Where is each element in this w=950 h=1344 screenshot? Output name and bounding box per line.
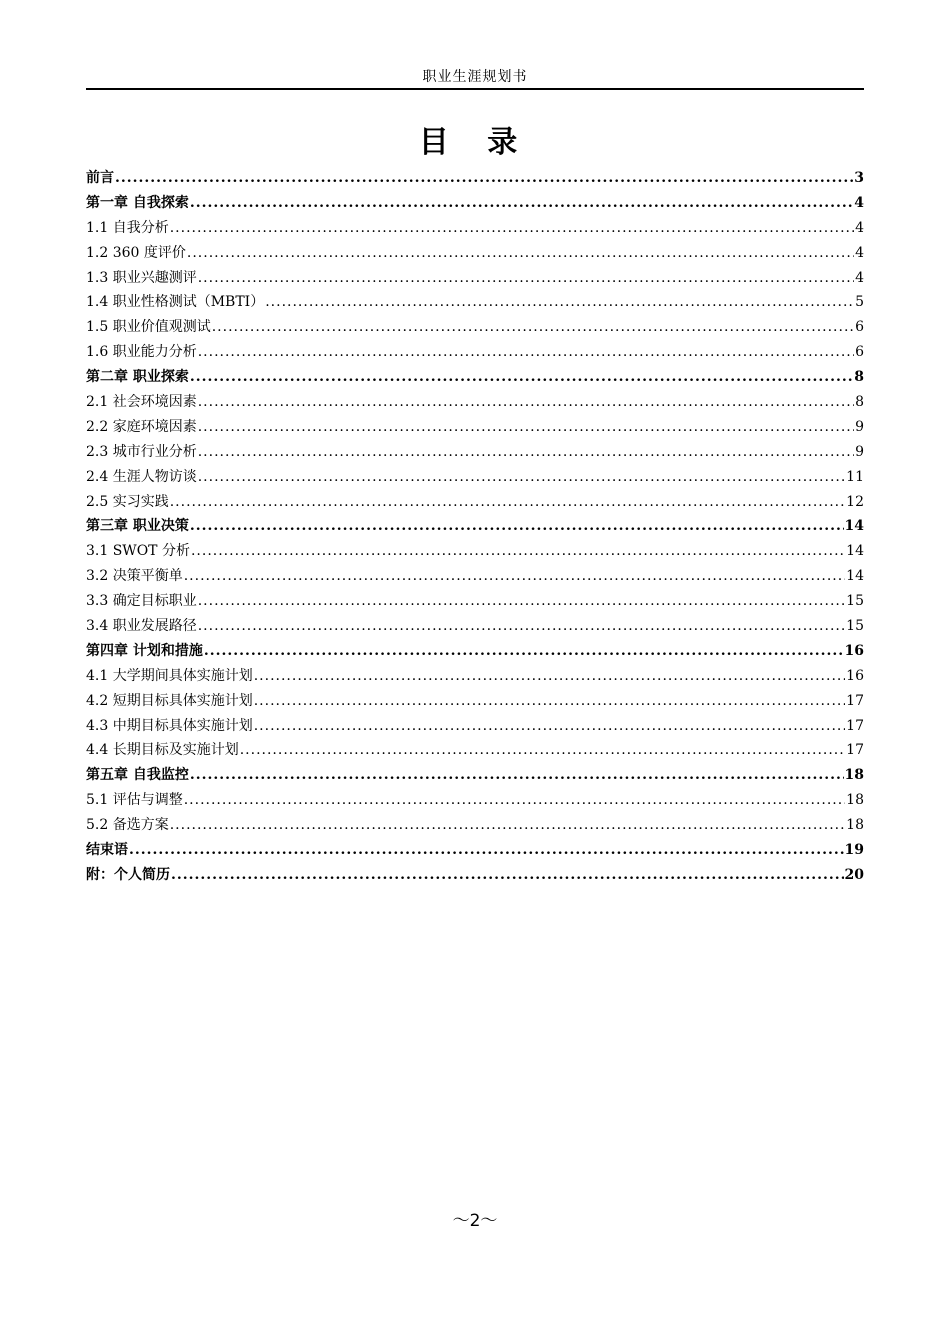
toc-entry-label: 附：个人简历: [86, 866, 170, 883]
toc-entry-label: 5.2 备选方案: [86, 817, 169, 834]
toc-section-entry[interactable]: [86, 664, 864, 689]
toc-entry-label: 第四章 计划和措施: [86, 642, 203, 659]
toc-section-entry[interactable]: [86, 689, 864, 714]
toc-entry-label: 2.4 生涯人物访谈: [86, 468, 197, 485]
toc-entry-label: 4.1 大学期间具体实施计划: [86, 667, 253, 684]
toc-entry-page: 16: [844, 642, 864, 659]
toc-entry-page: 9: [855, 443, 864, 460]
toc-dot-leader: [265, 290, 854, 315]
toc-section-entry[interactable]: [86, 415, 864, 440]
toc-entry-label: 1.6 职业能力分析: [86, 344, 197, 361]
toc-dot-leader: [198, 340, 854, 365]
toc-entry-label: 2.5 实习实践: [86, 493, 169, 510]
toc-dot-leader: [204, 639, 844, 664]
toc-section-entry[interactable]: [86, 564, 864, 589]
toc-entry-label: 第五章 自我监控: [86, 767, 189, 784]
toc-section-entry[interactable]: [86, 390, 864, 415]
toc-entry-page: 3: [854, 170, 864, 186]
toc-section-entry[interactable]: [86, 614, 864, 639]
toc-section-entry[interactable]: [86, 714, 864, 739]
toc-entry-label: 2.2 家庭环境因素: [86, 418, 197, 435]
toc-entry-label: 3.4 职业发展路径: [86, 618, 197, 635]
toc-dot-leader: [170, 490, 845, 515]
toc-dot-leader: [254, 664, 845, 689]
toc-entry-page: 12: [846, 493, 864, 510]
toc-entry-label: 前言: [86, 170, 114, 186]
toc-dot-leader: [129, 838, 844, 863]
toc-entry-page: 6: [855, 344, 864, 361]
toc-dot-leader: [254, 714, 845, 739]
toc-dot-leader: [198, 390, 854, 415]
toc-entry-label: 5.1 评估与调整: [86, 792, 183, 809]
toc-dot-leader: [190, 365, 853, 390]
toc-entry-page: 8: [855, 394, 864, 411]
toc-entry-page: 15: [846, 618, 864, 635]
toc-dot-leader: [190, 514, 844, 539]
toc-section-entry[interactable]: [86, 788, 864, 813]
toc-entry-label: 结束语: [86, 842, 128, 859]
toc-chapter-entry[interactable]: [86, 365, 864, 390]
page-header: [86, 66, 864, 90]
toc-dot-leader: [184, 788, 845, 813]
toc-dot-leader: [198, 266, 854, 291]
toc-entry-label: 第二章 职业探索: [86, 369, 189, 386]
toc-dot-leader: [190, 763, 844, 788]
toc-dot-leader: [212, 315, 854, 340]
toc-entry-label: 4.4 长期目标及实施计划: [86, 742, 239, 759]
toc-entry-page: 4: [855, 244, 864, 261]
toc-entry-page: 4: [855, 269, 864, 286]
toc-entry-label: 1.4 职业性格测试（MBTI）: [86, 294, 265, 311]
toc-entry-page: 19: [844, 842, 864, 859]
toc-dot-leader: [191, 539, 845, 564]
toc-dot-leader: [198, 589, 845, 614]
toc-entry-label: 2.1 社会环境因素: [86, 394, 197, 411]
toc-entry-label: 3.2 决策平衡单: [86, 568, 183, 585]
toc-chapter-entry[interactable]: [86, 838, 864, 863]
toc-chapter-entry[interactable]: [86, 763, 864, 788]
toc-dot-leader: [170, 216, 854, 241]
toc-section-entry[interactable]: [86, 440, 864, 465]
toc-section-entry[interactable]: [86, 241, 864, 266]
toc-entry-page: 17: [846, 692, 864, 709]
toc-entry-page: 11: [846, 468, 864, 485]
toc-entry-page: 18: [846, 792, 864, 809]
toc-entry-label: 3.1 SWOT 分析: [86, 543, 190, 560]
toc-dot-leader: [184, 564, 845, 589]
toc-entry-page: 18: [846, 817, 864, 834]
toc-entry-label: 1.5 职业价值观测试: [86, 319, 211, 336]
toc-dot-leader: [198, 415, 854, 440]
page-number: ～2～: [452, 1211, 498, 1231]
toc-section-entry[interactable]: [86, 465, 864, 490]
toc-section-entry[interactable]: [86, 738, 864, 763]
toc-title: 目 录: [418, 125, 532, 160]
toc-entry-page: 18: [844, 767, 864, 784]
toc-list: [86, 166, 864, 888]
toc-entry-label: 1.3 职业兴趣测评: [86, 269, 197, 286]
toc-section-entry[interactable]: [86, 315, 864, 340]
toc-chapter-entry[interactable]: [86, 514, 864, 539]
toc-section-entry[interactable]: [86, 813, 864, 838]
toc-entry-page: 15: [846, 593, 864, 610]
toc-entry-label: 3.3 确定目标职业: [86, 593, 197, 610]
toc-entry-page: 8: [854, 369, 864, 386]
toc-entry-label: 1.1 自我分析: [86, 219, 169, 236]
toc-section-entry[interactable]: [86, 490, 864, 515]
toc-chapter-entry[interactable]: [86, 639, 864, 664]
toc-entry-page: 14: [846, 568, 864, 585]
toc-entry-page: 17: [846, 717, 864, 734]
toc-entry-page: 17: [846, 742, 864, 759]
toc-entry-label: 4.2 短期目标具体实施计划: [86, 692, 253, 709]
toc-entry-page: 4: [854, 194, 864, 211]
toc-section-entry[interactable]: [86, 589, 864, 614]
toc-dot-leader: [187, 241, 854, 266]
toc-section-entry[interactable]: [86, 340, 864, 365]
toc-entry-page: 14: [846, 543, 864, 560]
toc-dot-leader: [198, 614, 845, 639]
toc-chapter-entry[interactable]: [86, 166, 864, 191]
toc-dot-leader: [170, 813, 845, 838]
toc-entry-label: 第三章 职业决策: [86, 518, 189, 535]
toc-entry-label: 1.2 360 度评价: [86, 244, 186, 261]
toc-entry-page: 14: [844, 518, 864, 535]
toc-entry-page: 5: [855, 294, 864, 311]
toc-section-entry[interactable]: [86, 290, 864, 315]
toc-section-entry[interactable]: [86, 266, 864, 291]
toc-entry-page: 20: [844, 866, 864, 883]
toc-entry-page: 9: [855, 418, 864, 435]
toc-entry-label: 4.3 中期目标具体实施计划: [86, 717, 253, 734]
toc-entry-label: 2.3 城市行业分析: [86, 443, 197, 460]
toc-dot-leader: [254, 689, 845, 714]
header-title: 职业生涯规划书: [422, 69, 528, 85]
toc-chapter-entry[interactable]: [86, 863, 864, 888]
toc-entry-page: 16: [846, 667, 864, 684]
toc-dot-leader: [190, 191, 853, 216]
toc-dot-leader: [171, 863, 844, 888]
toc-section-entry[interactable]: [86, 216, 864, 241]
toc-section-entry[interactable]: [86, 539, 864, 564]
toc-entry-page: 4: [855, 219, 864, 236]
toc-dot-leader: [240, 738, 845, 763]
toc-chapter-entry[interactable]: [86, 191, 864, 216]
toc-entry-label: 第一章 自我探索: [86, 194, 189, 211]
toc-entry-page: 6: [855, 319, 864, 336]
toc-dot-leader: [115, 166, 853, 191]
toc-dot-leader: [198, 465, 845, 490]
toc-dot-leader: [198, 440, 854, 465]
